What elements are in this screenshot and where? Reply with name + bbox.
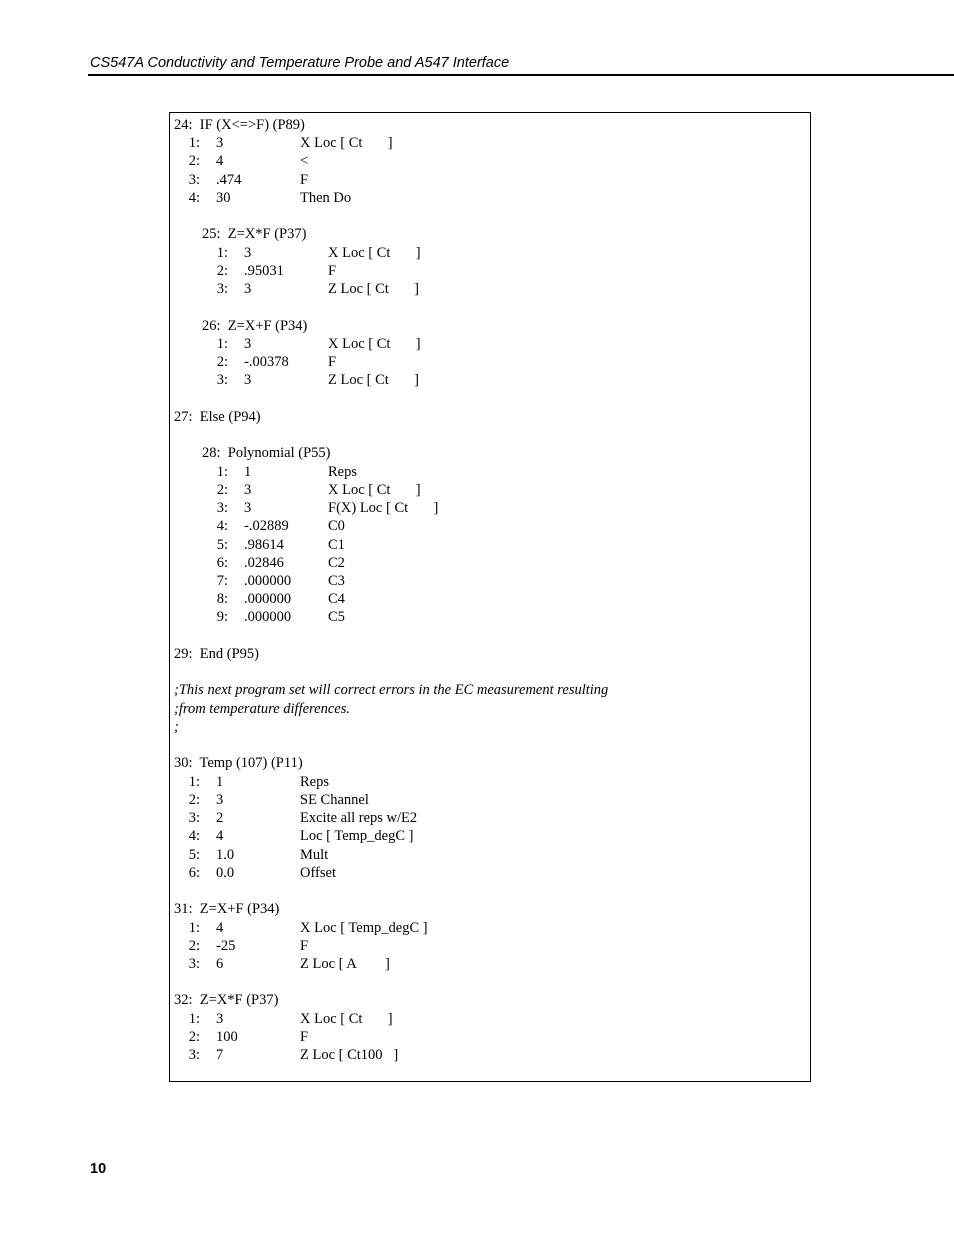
param-description: Mult [300,847,329,863]
param-description: Z Loc [ A ] [300,956,390,972]
param-number: 4: [188,828,200,844]
param-number: 5: [216,537,228,553]
param-number: 9: [216,609,228,625]
instruction-line: 24: IF (X<=>F) (P89) [174,117,305,133]
param-description: < [300,153,309,169]
param-value: 3 [244,245,252,261]
page-number: 10 [90,1161,107,1177]
param-number: 3: [188,956,200,972]
param-value: 3 [244,281,252,297]
param-description: F [300,172,309,188]
param-description: X Loc [ Ct ] [328,336,421,352]
param-description: C4 [328,591,345,607]
instruction-line: 31: Z=X+F (P34) [174,901,280,917]
param-number: 1: [188,920,200,936]
param-number: 1: [216,464,228,480]
param-number: 1: [188,135,200,151]
param-value: 3 [216,792,224,808]
param-description: SE Channel [300,792,369,808]
param-value: 1 [244,464,252,480]
param-description: Reps [328,464,357,480]
param-number: 3: [216,372,228,388]
param-value: -.00378 [244,354,289,370]
instruction-line: 26: Z=X+F (P34) [202,318,308,334]
param-value: .000000 [244,591,292,607]
param-number: 4: [188,190,200,206]
param-description: Z Loc [ Ct ] [328,372,420,388]
comment-line: ;This next program set will correct errors in the EC measurement resulting [174,682,609,698]
param-description: Then Do [300,190,352,206]
param-description: Excite all reps w/E2 [300,810,418,826]
param-number: 1: [188,1011,200,1027]
param-description: F [300,938,309,954]
param-value: .474 [216,172,242,188]
param-description: Loc [ Temp_degC ] [300,828,414,844]
param-value: 2 [216,810,224,826]
param-description: C1 [328,537,345,553]
param-number: 3: [188,810,200,826]
param-number: 8: [216,591,228,607]
param-number: 3: [188,1047,200,1063]
comment-line: ;from temperature differences. [174,701,350,717]
param-number: 3: [216,281,228,297]
param-description: Offset [300,865,336,881]
param-number: 4: [216,518,228,534]
param-number: 1: [188,774,200,790]
instruction-line: 27: Else (P94) [174,409,261,425]
param-description: X Loc [ Ct ] [328,245,421,261]
param-value: 4 [216,920,224,936]
header-rule [88,74,954,76]
param-description: X Loc [ Ct ] [300,1011,393,1027]
param-description: X Loc [ Ct ] [328,482,421,498]
instruction-line: 29: End (P95) [174,646,259,662]
param-value: 3 [216,135,224,151]
param-value: 0.0 [216,865,235,881]
param-description: Reps [300,774,329,790]
param-number: 7: [216,573,228,589]
instruction-line: 28: Polynomial (P55) [202,445,331,461]
param-number: 5: [188,847,200,863]
param-value: .98614 [244,537,284,553]
param-value: -25 [216,938,236,954]
param-description: F [300,1029,309,1045]
param-description: C5 [328,609,345,625]
param-number: 1: [216,336,228,352]
param-value: 100 [216,1029,238,1045]
param-number: 2: [188,1029,200,1045]
param-number: 3: [216,500,228,516]
param-value: .000000 [244,573,292,589]
param-value: 7 [216,1047,224,1063]
param-number: 2: [216,263,228,279]
param-number: 3: [188,172,200,188]
param-number: 6: [216,555,228,571]
param-number: 2: [188,938,200,954]
param-description: X Loc [ Ct ] [300,135,393,151]
param-description: F(X) Loc [ Ct ] [328,500,439,516]
param-description: C0 [328,518,345,534]
param-value: 3 [244,372,252,388]
param-description: F [328,354,337,370]
param-number: 6: [188,865,200,881]
running-header: CS547A Conductivity and Temperature Probe and A547 Interface [90,55,510,71]
param-description: C2 [328,555,345,571]
instruction-line: 32: Z=X*F (P37) [174,992,279,1008]
param-value: 4 [216,153,224,169]
param-value: 6 [216,956,224,972]
param-description: Z Loc [ Ct100 ] [300,1047,399,1063]
param-value: .95031 [244,263,284,279]
param-value: 1.0 [216,847,235,863]
param-value: -.02889 [244,518,289,534]
param-value: 30 [216,190,231,206]
param-value: 3 [216,1011,224,1027]
param-number: 2: [188,792,200,808]
param-description: Z Loc [ Ct ] [328,281,420,297]
param-description: F [328,263,337,279]
instruction-line: 30: Temp (107) (P11) [174,755,303,771]
param-value: 3 [244,336,252,352]
param-description: C3 [328,573,345,589]
param-number: 1: [216,245,228,261]
param-value: .000000 [244,609,292,625]
param-value: 3 [244,482,252,498]
param-value: 3 [244,500,252,516]
param-value: 1 [216,774,224,790]
comment-line: ; [174,719,179,735]
param-description: X Loc [ Temp_degC ] [300,920,428,936]
param-number: 2: [188,153,200,169]
param-number: 2: [216,482,228,498]
param-value: 4 [216,828,224,844]
param-number: 2: [216,354,228,370]
instruction-line: 25: Z=X*F (P37) [202,226,307,242]
param-value: .02846 [244,555,284,571]
